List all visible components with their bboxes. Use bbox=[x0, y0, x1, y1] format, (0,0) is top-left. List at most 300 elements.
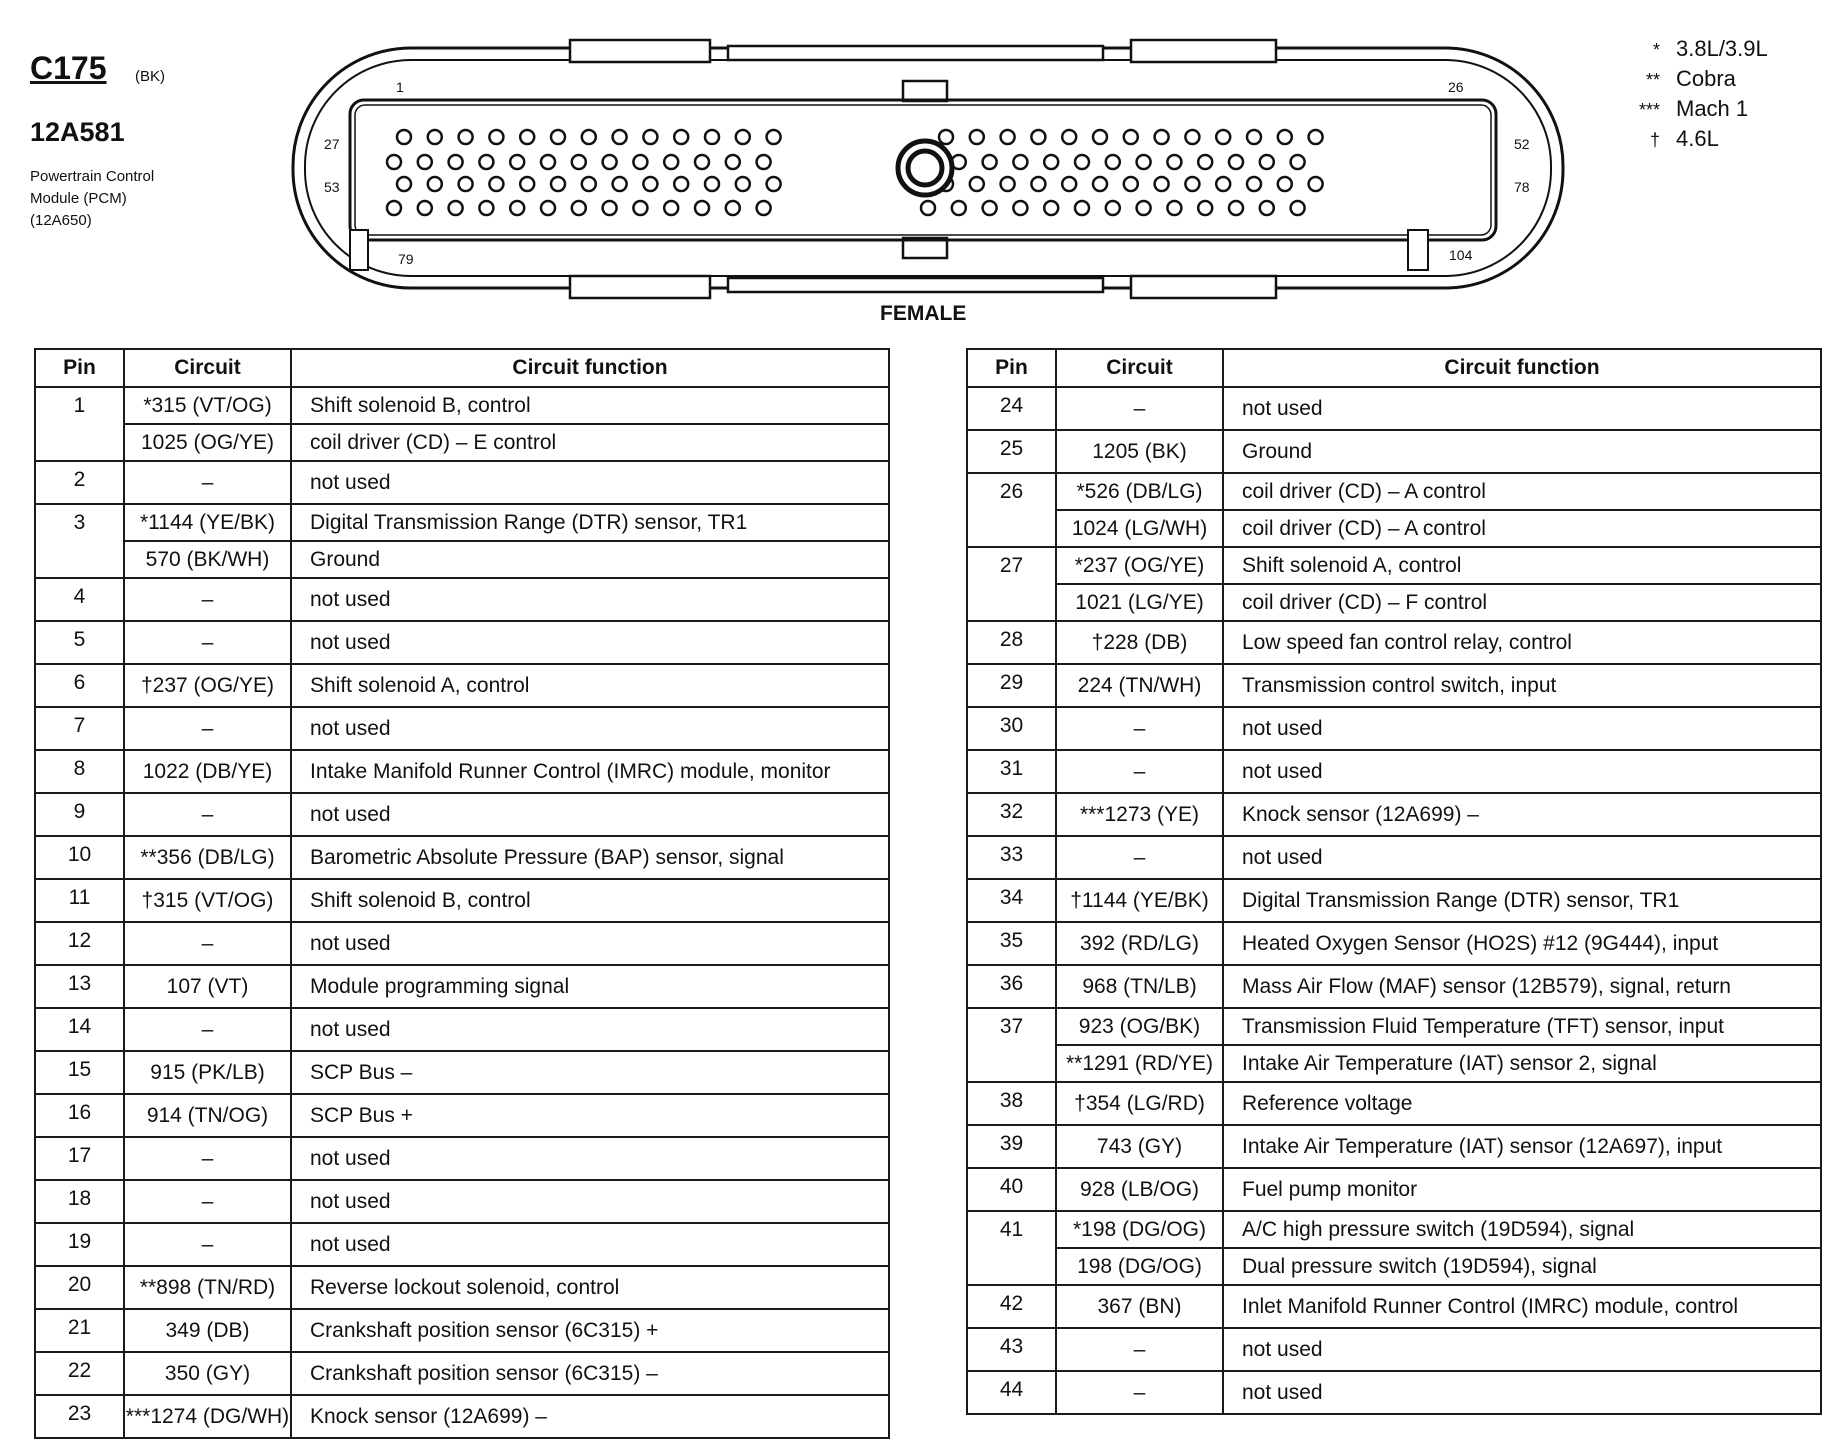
table-row bbox=[967, 473, 1821, 510]
circuit-cell: *198 (DG/OG) bbox=[1056, 1211, 1223, 1248]
table-row bbox=[967, 387, 1821, 430]
pin-number-cell: 18 bbox=[35, 1180, 124, 1223]
pin-number-cell: 29 bbox=[967, 664, 1056, 707]
circuit-cell: 928 (LB/OG) bbox=[1056, 1168, 1223, 1211]
table-row bbox=[967, 1082, 1821, 1125]
circuit-function-cell: not used bbox=[291, 461, 889, 504]
pin-hole bbox=[613, 177, 627, 191]
pin-number-cell: 22 bbox=[35, 1352, 124, 1395]
legend-text: 4.6L bbox=[1676, 126, 1719, 151]
circuit-function-cell: Intake Air Temperature (IAT) sensor (12A697), input bbox=[1223, 1125, 1821, 1168]
circuit-function-cell: Heated Oxygen Sensor (HO2S) #12 (9G444), input bbox=[1223, 922, 1821, 965]
table-row bbox=[35, 664, 889, 707]
pin-hole bbox=[674, 130, 688, 144]
pin-hole bbox=[757, 201, 771, 215]
pin-hole bbox=[970, 130, 984, 144]
table-row bbox=[967, 430, 1821, 473]
pin-hole bbox=[643, 177, 657, 191]
circuit-cell: *526 (DB/LG) bbox=[1056, 473, 1223, 510]
circuit-cell: †315 (VT/OG) bbox=[124, 879, 291, 922]
pin-hole bbox=[1124, 177, 1138, 191]
circuit-function-cell: not used bbox=[1223, 836, 1821, 879]
circuit-cell: – bbox=[124, 1223, 291, 1266]
legend-symbol: † bbox=[1649, 130, 1660, 150]
circuit-cell: 392 (RD/LG) bbox=[1056, 922, 1223, 965]
pin-hole bbox=[633, 155, 647, 169]
pin-number-cell: 37 bbox=[967, 1008, 1056, 1082]
pin-hole bbox=[551, 130, 565, 144]
pin-number-cell: 2 bbox=[35, 461, 124, 504]
table-row bbox=[967, 1168, 1821, 1211]
table-row bbox=[967, 707, 1821, 750]
circuit-function-cell: Crankshaft position sensor (6C315) – bbox=[291, 1352, 889, 1395]
circuit-function-cell: not used bbox=[1223, 387, 1821, 430]
circuit-cell: ***1273 (YE) bbox=[1056, 793, 1223, 836]
table-row bbox=[967, 1211, 1821, 1248]
pin-hole bbox=[449, 155, 463, 169]
table-row bbox=[967, 1125, 1821, 1168]
circuit-function-cell: Shift solenoid A, control bbox=[1223, 547, 1821, 584]
pin-hole bbox=[674, 177, 688, 191]
table-row bbox=[967, 584, 1821, 621]
pin-number-cell: 5 bbox=[35, 621, 124, 664]
circuit-function-cell: Inlet Manifold Runner Control (IMRC) module, control bbox=[1223, 1285, 1821, 1328]
table-header-row bbox=[35, 349, 889, 387]
circuit-cell: – bbox=[124, 1137, 291, 1180]
table-row bbox=[967, 1008, 1821, 1045]
circuit-function-cell: not used bbox=[1223, 1371, 1821, 1414]
circuit-cell: ***1274 (DG/WH) bbox=[124, 1395, 291, 1438]
circuit-cell: 1024 (LG/WH) bbox=[1056, 510, 1223, 547]
circuit-function-cell: Shift solenoid A, control bbox=[291, 664, 889, 707]
pin-number-cell: 41 bbox=[967, 1211, 1056, 1285]
table-row bbox=[967, 879, 1821, 922]
pin-number-cell: 34 bbox=[967, 879, 1056, 922]
pin-hole bbox=[520, 130, 534, 144]
pin-hole bbox=[1013, 155, 1027, 169]
pin-hole bbox=[541, 201, 555, 215]
circuit-cell: – bbox=[1056, 707, 1223, 750]
pin-hole bbox=[1106, 155, 1120, 169]
pin-hole bbox=[572, 201, 586, 215]
pin-hole bbox=[736, 130, 750, 144]
pin-hole bbox=[1278, 177, 1292, 191]
circuit-function-cell: not used bbox=[291, 1008, 889, 1051]
pin-label-104: 104 bbox=[1449, 247, 1473, 263]
pin-hole bbox=[1167, 155, 1181, 169]
pin-hole bbox=[643, 130, 657, 144]
circuit-function-cell: A/C high pressure switch (19D594), signal bbox=[1223, 1211, 1821, 1248]
column-header-circuit: Circuit bbox=[124, 349, 291, 387]
circuit-cell: – bbox=[1056, 1328, 1223, 1371]
circuit-cell: – bbox=[1056, 750, 1223, 793]
pin-hole bbox=[1075, 155, 1089, 169]
pin-number-cell: 19 bbox=[35, 1223, 124, 1266]
circuit-cell: *237 (OG/YE) bbox=[1056, 547, 1223, 584]
pin-hole bbox=[520, 177, 534, 191]
pin-hole bbox=[1155, 177, 1169, 191]
circuit-cell: *315 (VT/OG) bbox=[124, 387, 291, 424]
pin-number-cell: 12 bbox=[35, 922, 124, 965]
pin-hole bbox=[418, 155, 432, 169]
pin-number-cell: 23 bbox=[35, 1395, 124, 1438]
circuit-cell: 1205 (BK) bbox=[1056, 430, 1223, 473]
pin-hole bbox=[983, 155, 997, 169]
pin-hole bbox=[1044, 155, 1058, 169]
table-row bbox=[967, 750, 1821, 793]
pin-number-cell: 8 bbox=[35, 750, 124, 793]
pin-hole bbox=[1278, 130, 1292, 144]
table-row bbox=[35, 541, 889, 578]
pin-hole bbox=[541, 155, 555, 169]
pin-label-26: 26 bbox=[1448, 79, 1464, 95]
circuit-function-cell: Digital Transmission Range (DTR) sensor, TR1 bbox=[291, 504, 889, 541]
table-row bbox=[35, 1180, 889, 1223]
circuit-function-cell: not used bbox=[1223, 750, 1821, 793]
pin-hole bbox=[1309, 130, 1323, 144]
table-row bbox=[35, 1352, 889, 1395]
pin-hole bbox=[459, 130, 473, 144]
circuit-cell: †228 (DB) bbox=[1056, 621, 1223, 664]
pin-hole bbox=[1062, 130, 1076, 144]
pin-hole bbox=[633, 201, 647, 215]
pin-label-27: 27 bbox=[324, 136, 340, 152]
pin-number-cell: 3 bbox=[35, 504, 124, 578]
table-row bbox=[967, 965, 1821, 1008]
circuit-function-cell: Shift solenoid B, control bbox=[291, 387, 889, 424]
pin-hole bbox=[449, 201, 463, 215]
pin-number-cell: 14 bbox=[35, 1008, 124, 1051]
pin-number-cell: 33 bbox=[967, 836, 1056, 879]
table-row bbox=[967, 1248, 1821, 1285]
pin-hole bbox=[603, 201, 617, 215]
circuit-function-cell: SCP Bus – bbox=[291, 1051, 889, 1094]
pin-hole bbox=[428, 130, 442, 144]
circuit-function-cell: not used bbox=[1223, 1328, 1821, 1371]
circuit-cell: 1022 (DB/YE) bbox=[124, 750, 291, 793]
pin-number-cell: 32 bbox=[967, 793, 1056, 836]
pin-hole bbox=[1260, 201, 1274, 215]
pin-hole bbox=[664, 201, 678, 215]
pin-hole bbox=[397, 177, 411, 191]
legend-text: 3.8L/3.9L bbox=[1676, 36, 1768, 61]
pin-hole bbox=[726, 201, 740, 215]
pin-number-cell: 35 bbox=[967, 922, 1056, 965]
pin-hole bbox=[479, 155, 493, 169]
table-row bbox=[967, 836, 1821, 879]
table-row bbox=[967, 547, 1821, 584]
pin-label-79: 79 bbox=[398, 251, 414, 267]
connector-key-right bbox=[1408, 230, 1428, 270]
circuit-cell: – bbox=[124, 793, 291, 836]
pin-hole bbox=[1155, 130, 1169, 144]
pin-hole bbox=[1229, 201, 1243, 215]
legend-item bbox=[1600, 64, 1768, 94]
connector-key-left bbox=[350, 230, 368, 270]
table-row bbox=[35, 578, 889, 621]
circuit-function-cell: coil driver (CD) – A control bbox=[1223, 473, 1821, 510]
pin-hole bbox=[418, 201, 432, 215]
pin-hole bbox=[1291, 201, 1305, 215]
circuit-function-cell: SCP Bus + bbox=[291, 1094, 889, 1137]
legend-text: Mach 1 bbox=[1676, 96, 1749, 121]
table-row bbox=[967, 1285, 1821, 1328]
circuit-cell: **898 (TN/RD) bbox=[124, 1266, 291, 1309]
circuit-cell: 350 (GY) bbox=[124, 1352, 291, 1395]
table-row bbox=[35, 1008, 889, 1051]
pin-number-cell: 24 bbox=[967, 387, 1056, 430]
pin-hole bbox=[695, 201, 709, 215]
circuit-function-cell: coil driver (CD) – E control bbox=[291, 424, 889, 461]
circuit-function-cell: Dual pressure switch (19D594), signal bbox=[1223, 1248, 1821, 1285]
pin-number-cell: 36 bbox=[967, 965, 1056, 1008]
column-header-function: Circuit function bbox=[291, 349, 889, 387]
pin-hole bbox=[1106, 201, 1120, 215]
circuit-cell: 1021 (LG/YE) bbox=[1056, 584, 1223, 621]
table-row bbox=[967, 621, 1821, 664]
table-row bbox=[35, 1266, 889, 1309]
pin-number-cell: 44 bbox=[967, 1371, 1056, 1414]
table-row bbox=[35, 1051, 889, 1094]
pin-number-cell: 40 bbox=[967, 1168, 1056, 1211]
pin-hole bbox=[459, 177, 473, 191]
pin-hole bbox=[705, 177, 719, 191]
pin-number-cell: 11 bbox=[35, 879, 124, 922]
circuit-cell: – bbox=[1056, 836, 1223, 879]
pin-number-cell: 21 bbox=[35, 1309, 124, 1352]
circuit-cell: 1025 (OG/YE) bbox=[124, 424, 291, 461]
table-row bbox=[967, 664, 1821, 707]
circuit-cell: – bbox=[124, 707, 291, 750]
column-header-pin: Pin bbox=[35, 349, 124, 387]
circuit-cell: 923 (OG/BK) bbox=[1056, 1008, 1223, 1045]
pin-hole bbox=[1185, 177, 1199, 191]
table-row bbox=[967, 1328, 1821, 1371]
pin-hole bbox=[1093, 130, 1107, 144]
pin-hole bbox=[767, 177, 781, 191]
pin-number-cell: 6 bbox=[35, 664, 124, 707]
pin-number-cell: 31 bbox=[967, 750, 1056, 793]
pin-hole bbox=[664, 155, 678, 169]
circuit-function-cell: not used bbox=[291, 793, 889, 836]
circuit-cell: 107 (VT) bbox=[124, 965, 291, 1008]
circuit-cell: – bbox=[124, 621, 291, 664]
center-bolt-inner-icon bbox=[908, 151, 942, 185]
pin-number-cell: 27 bbox=[967, 547, 1056, 621]
table-header-row bbox=[967, 349, 1821, 387]
pin-hole bbox=[397, 130, 411, 144]
circuit-function-cell: Transmission control switch, input bbox=[1223, 664, 1821, 707]
pin-number-cell: 9 bbox=[35, 793, 124, 836]
pin-label-52: 52 bbox=[1514, 136, 1530, 152]
table-row bbox=[35, 424, 889, 461]
legend bbox=[1600, 34, 1768, 154]
pin-label-78: 78 bbox=[1514, 179, 1530, 195]
pin-hole bbox=[1031, 130, 1045, 144]
pin-hole bbox=[1001, 130, 1015, 144]
pin-hole bbox=[1198, 201, 1212, 215]
legend-symbol: ** bbox=[1645, 70, 1660, 90]
pin-holes bbox=[387, 130, 1323, 215]
pin-number-cell: 7 bbox=[35, 707, 124, 750]
circuit-cell: – bbox=[1056, 1371, 1223, 1414]
pin-hole bbox=[1137, 201, 1151, 215]
module-description-line: (12A650) bbox=[30, 212, 92, 229]
circuit-function-cell: Knock sensor (12A699) – bbox=[1223, 793, 1821, 836]
pin-hole bbox=[695, 155, 709, 169]
pin-number-cell: 17 bbox=[35, 1137, 124, 1180]
legend-item bbox=[1600, 94, 1768, 124]
circuit-function-cell: Ground bbox=[1223, 430, 1821, 473]
circuit-cell: **356 (DB/LG) bbox=[124, 836, 291, 879]
table-row bbox=[35, 750, 889, 793]
circuit-cell: 743 (GY) bbox=[1056, 1125, 1223, 1168]
pin-number-cell: 42 bbox=[967, 1285, 1056, 1328]
pin-number-cell: 25 bbox=[967, 430, 1056, 473]
pin-hole bbox=[582, 130, 596, 144]
circuit-cell: 968 (TN/LB) bbox=[1056, 965, 1223, 1008]
table-row bbox=[35, 793, 889, 836]
pin-hole bbox=[1031, 177, 1045, 191]
pin-table-right-body bbox=[967, 387, 1821, 1414]
table-row bbox=[967, 1045, 1821, 1082]
pin-number-cell: 16 bbox=[35, 1094, 124, 1137]
pin-number-cell: 1 bbox=[35, 387, 124, 461]
pin-hole bbox=[705, 130, 719, 144]
circuit-cell: *1144 (YE/BK) bbox=[124, 504, 291, 541]
circuit-function-cell: Intake Manifold Runner Control (IMRC) module, monitor bbox=[291, 750, 889, 793]
circuit-cell: **1291 (RD/YE) bbox=[1056, 1045, 1223, 1082]
pin-hole bbox=[726, 155, 740, 169]
pin-label-53: 53 bbox=[324, 179, 340, 195]
table-row bbox=[35, 879, 889, 922]
pin-hole bbox=[970, 177, 984, 191]
circuit-function-cell: not used bbox=[291, 621, 889, 664]
circuit-function-cell: Barometric Absolute Pressure (BAP) sensor, signal bbox=[291, 836, 889, 879]
table-row bbox=[35, 387, 889, 424]
module-description-line: Module (PCM) bbox=[30, 190, 127, 207]
pin-number-cell: 39 bbox=[967, 1125, 1056, 1168]
pin-number-cell: 10 bbox=[35, 836, 124, 879]
pin-hole bbox=[1044, 201, 1058, 215]
circuit-cell: – bbox=[124, 922, 291, 965]
pin-hole bbox=[1247, 177, 1261, 191]
circuit-function-cell: not used bbox=[291, 922, 889, 965]
pin-table-left bbox=[34, 348, 890, 1439]
module-description bbox=[30, 166, 200, 232]
column-header-circuit: Circuit bbox=[1056, 349, 1223, 387]
table-row bbox=[35, 1094, 889, 1137]
table-row bbox=[967, 922, 1821, 965]
circuit-cell: †354 (LG/RD) bbox=[1056, 1082, 1223, 1125]
circuit-function-cell: coil driver (CD) – F control bbox=[1223, 584, 1821, 621]
circuit-cell: †1144 (YE/BK) bbox=[1056, 879, 1223, 922]
connector-face-diagram bbox=[288, 30, 1578, 312]
pin-number-cell: 30 bbox=[967, 707, 1056, 750]
circuit-function-cell: Transmission Fluid Temperature (TFT) sensor, input bbox=[1223, 1008, 1821, 1045]
pin-hole bbox=[572, 155, 586, 169]
circuit-cell: 224 (TN/WH) bbox=[1056, 664, 1223, 707]
table-row bbox=[35, 707, 889, 750]
circuit-function-cell: Low speed fan control relay, control bbox=[1223, 621, 1821, 664]
pin-hole bbox=[939, 130, 953, 144]
legend-symbol: * bbox=[1652, 40, 1660, 60]
pin-number-cell: 28 bbox=[967, 621, 1056, 664]
pin-number-cell: 26 bbox=[967, 473, 1056, 547]
connector-view-label: FEMALE bbox=[880, 302, 967, 325]
pin-table-right bbox=[966, 348, 1822, 1415]
pin-hole bbox=[983, 201, 997, 215]
circuit-function-cell: not used bbox=[291, 578, 889, 621]
connector-color: (BK) bbox=[135, 68, 165, 85]
table-row bbox=[35, 965, 889, 1008]
legend-item bbox=[1600, 124, 1768, 154]
table-row bbox=[35, 836, 889, 879]
circuit-cell: 915 (PK/LB) bbox=[124, 1051, 291, 1094]
circuit-cell: 367 (BN) bbox=[1056, 1285, 1223, 1328]
table-row bbox=[35, 1309, 889, 1352]
pin-hole bbox=[767, 130, 781, 144]
pin-hole bbox=[1309, 177, 1323, 191]
legend-text: Cobra bbox=[1676, 66, 1736, 91]
pin-hole bbox=[1124, 130, 1138, 144]
circuit-function-cell: coil driver (CD) – A control bbox=[1223, 510, 1821, 547]
pin-hole bbox=[603, 155, 617, 169]
circuit-function-cell: not used bbox=[291, 1180, 889, 1223]
pin-hole bbox=[489, 130, 503, 144]
pin-hole bbox=[1247, 130, 1261, 144]
column-header-pin: Pin bbox=[967, 349, 1056, 387]
pin-hole bbox=[1001, 177, 1015, 191]
part-number: 12A581 bbox=[30, 117, 125, 147]
circuit-function-cell: Module programming signal bbox=[291, 965, 889, 1008]
pin-hole bbox=[1093, 177, 1107, 191]
circuit-function-cell: Ground bbox=[291, 541, 889, 578]
circuit-function-cell: not used bbox=[291, 1223, 889, 1266]
pin-hole bbox=[613, 130, 627, 144]
pin-hole bbox=[1291, 155, 1305, 169]
pin-hole bbox=[1137, 155, 1151, 169]
circuit-function-cell: not used bbox=[1223, 707, 1821, 750]
pin-number-cell: 38 bbox=[967, 1082, 1056, 1125]
pin-hole bbox=[1075, 201, 1089, 215]
pin-hole bbox=[510, 155, 524, 169]
pin-number-cell: 13 bbox=[35, 965, 124, 1008]
pin-number-cell: 43 bbox=[967, 1328, 1056, 1371]
circuit-cell: 570 (BK/WH) bbox=[124, 541, 291, 578]
circuit-cell: – bbox=[124, 578, 291, 621]
pin-table-left-body bbox=[35, 387, 889, 1438]
pin-hole bbox=[387, 155, 401, 169]
pin-hole bbox=[1216, 130, 1230, 144]
table-row bbox=[967, 510, 1821, 547]
table-row bbox=[35, 621, 889, 664]
circuit-cell: – bbox=[124, 1180, 291, 1223]
table-row bbox=[35, 461, 889, 504]
pin-hole bbox=[551, 177, 565, 191]
circuit-function-cell: not used bbox=[291, 1137, 889, 1180]
pin-number-cell: 4 bbox=[35, 578, 124, 621]
pin-hole bbox=[1229, 155, 1243, 169]
pin-hole bbox=[1198, 155, 1212, 169]
circuit-function-cell: Knock sensor (12A699) – bbox=[291, 1395, 889, 1438]
table-row bbox=[35, 1137, 889, 1180]
pin-hole bbox=[428, 177, 442, 191]
circuit-function-cell: Fuel pump monitor bbox=[1223, 1168, 1821, 1211]
pin-hole bbox=[489, 177, 503, 191]
pin-label-1: 1 bbox=[396, 79, 404, 95]
circuit-cell: – bbox=[124, 1008, 291, 1051]
